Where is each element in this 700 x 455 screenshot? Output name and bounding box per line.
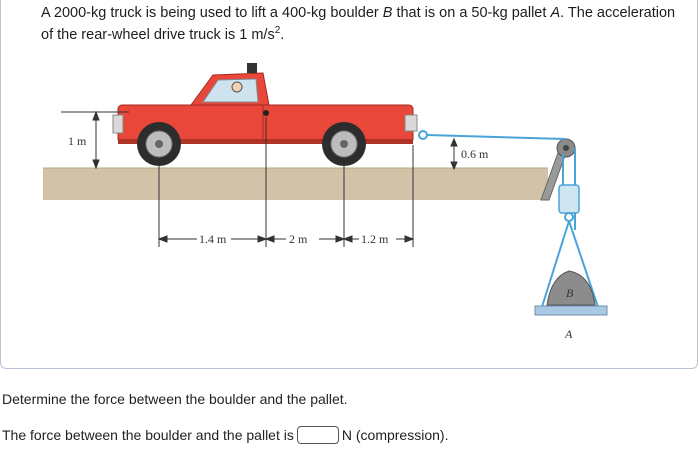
ground — [43, 168, 548, 200]
problem-text: . The acceleration of the rear-wheel drive truck is 1 m/s — [41, 5, 676, 43]
answer-prefix: The force between the boulder and the pallet is — [2, 427, 294, 443]
question-text: Determine the force between the boulder and the pallet. — [2, 391, 348, 407]
height-label: 1 m — [68, 134, 87, 148]
exponent: 2 — [274, 25, 281, 37]
problem-text: A 2000-kg truck is being used to lift a 400-kg boulder — [41, 5, 383, 21]
dim-2-label: 2 m — [289, 232, 308, 246]
rear-wheel — [322, 122, 366, 166]
pallet-label: A — [550, 5, 561, 21]
dim-1-label: 1.4 m — [199, 232, 227, 246]
front-wheel — [137, 122, 181, 166]
pulley-height-label: 0.6 m — [461, 147, 489, 161]
answer-input[interactable] — [297, 426, 339, 444]
boulder-label: B — [382, 5, 393, 21]
dim-3-label: 1.2 m — [361, 232, 389, 246]
pallet-letter: A — [565, 327, 573, 341]
truck-figure — [1, 55, 700, 355]
problem-text: that is on a 50-kg pallet — [392, 5, 551, 21]
pulley-height-dimension — [451, 139, 457, 169]
answer-suffix: N (compression). — [341, 427, 449, 443]
pallet — [535, 306, 607, 315]
answer-line — [2, 426, 448, 444]
boulder-letter: B — [566, 286, 574, 300]
problem-statement: A 2000-kg truck is being used to lift a 400-kg boulder B that is on a 50-kg pallet A. The acceleration of the rear-wheel drive truck is 1 $m/s^2$. — [41, 5, 676, 43]
